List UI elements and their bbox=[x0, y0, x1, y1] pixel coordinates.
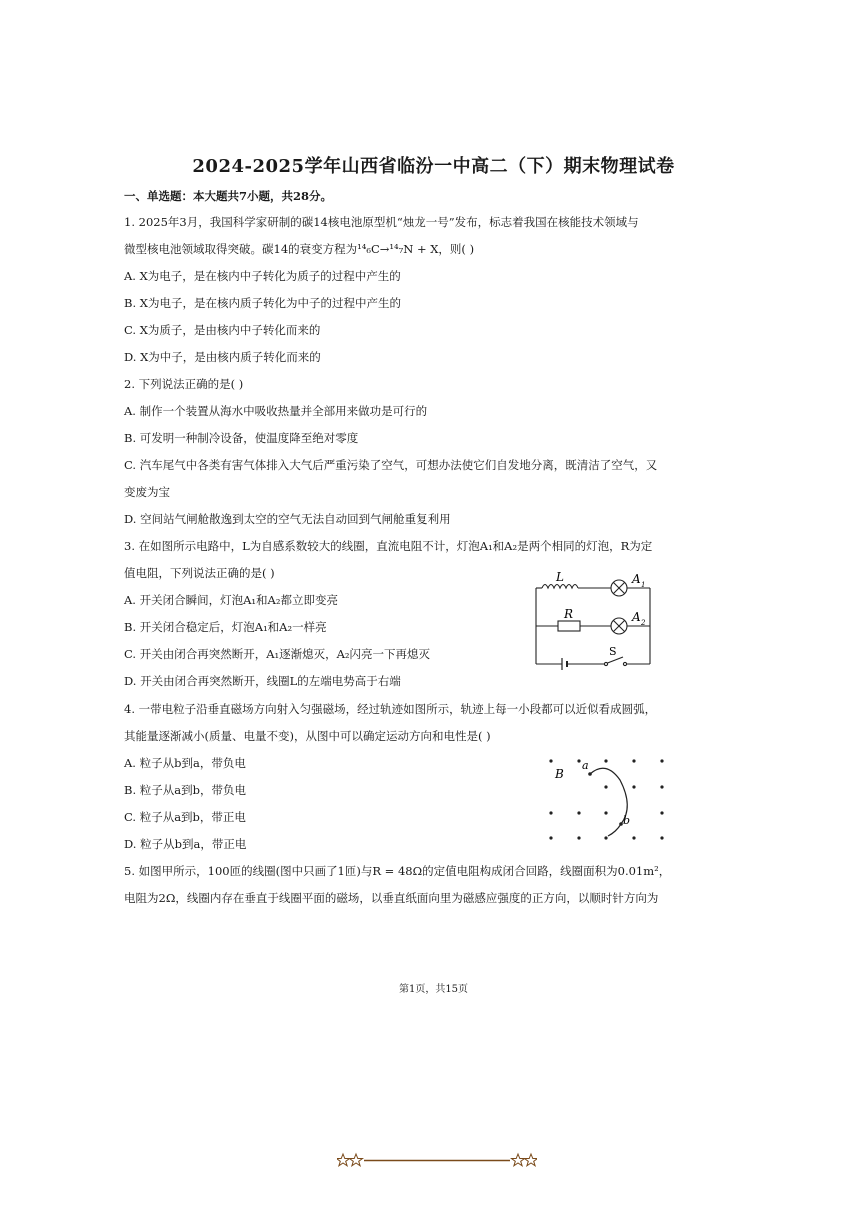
point-b-label: b bbox=[623, 814, 631, 827]
resistor-label: R bbox=[564, 607, 574, 621]
q2-option-d: D. 空间站气闸舱散逸到太空的空气无法自动回到气闸舱重复利用 bbox=[124, 512, 451, 526]
page-footer: 第1页，共15页 bbox=[398, 984, 469, 995]
q1-option-d: D. X为中子，是由核内质子转化而来的 bbox=[124, 350, 321, 364]
q4-stem-line2: 其能量逐渐减小(质量、电量不变)，从图中可以确定运动方向和电性是( ) bbox=[124, 729, 491, 743]
q4-option-d: D. 粒子从b到a，带正电 bbox=[124, 837, 247, 851]
circuit-diagram bbox=[528, 568, 658, 674]
q3-stem-line1: 3. 在如图所示电路中，L为自感系数较大的线圈，直流电阻不计，灯泡A₁和A₂是两个相同的灯泡，R为定 bbox=[124, 539, 653, 553]
q3-option-d: D. 开关由闭合再突然断开，线圈L的左端电势高于右端 bbox=[124, 674, 401, 688]
q3-option-b: B. 开关闭合稳定后，灯泡A₁和A₂一样亮 bbox=[124, 620, 327, 634]
q3-option-c: C. 开关由闭合再突然断开，A₁逐渐熄灭，A₂闪亮一下再熄灭 bbox=[124, 647, 431, 661]
q3-stem-line2: 值电阻，下列说法正确的是( ) bbox=[124, 566, 275, 580]
section-heading: 一、单选题：本大题共7小题，共28分。 bbox=[124, 189, 333, 203]
q5-stem-line2: 电阻为2Ω，线圈内存在垂直于线圈平面的磁场，以垂直纸面向里为磁感应强度的正方向，以顺时针方向为 bbox=[124, 891, 659, 905]
q2-option-c-line1: C. 汽车尾气中各类有害气体排入大气后严重污染了空气，可想办法使它们自发地分离，既清洁了空气，又 bbox=[124, 458, 658, 472]
q2-option-a: A. 制作一个装置从海水中吸收热量并全部用来做功是可行的 bbox=[124, 404, 428, 418]
q4-option-c: C. 粒子从a到b，带正电 bbox=[124, 810, 246, 824]
point-a-label: a bbox=[582, 759, 589, 772]
q4-option-a: A. 粒子从b到a，带负电 bbox=[124, 756, 246, 770]
q2-option-c-line2: 变废为宝 bbox=[124, 485, 170, 499]
q1-stem-line1: 1. 2025年3月，我国科学家研制的碳14核电池原型机“烛龙一号”发布，标志着我国在核能技术领域与 bbox=[124, 215, 639, 229]
decorative-divider bbox=[337, 1150, 537, 1170]
lamp-a1-subscript: 1 bbox=[641, 581, 646, 589]
q3-option-a: A. 开关闭合瞬间，灯泡A₁和A₂都立即变亮 bbox=[124, 593, 338, 607]
lamp-a1-label: A bbox=[632, 572, 641, 586]
q5-stem-line1: 5. 如图甲所示，100匝的线圈(图中只画了1匝)与R = 48Ω的定值电阻构成闭合回路，线圈面积为0.01m²， bbox=[124, 864, 671, 878]
switch-label: S bbox=[609, 645, 617, 658]
lamp-a2-label: A bbox=[632, 610, 641, 624]
field-b-label: B bbox=[555, 767, 564, 781]
q2-stem: 2. 下列说法正确的是( ) bbox=[124, 377, 244, 391]
q1-option-c: C. X为质子，是由核内中子转化而来的 bbox=[124, 323, 321, 337]
page-title: 2024-2025学年山西省临汾一中高二（下）期末物理试卷 bbox=[192, 156, 675, 177]
q4-stem-line1: 4. 一带电粒子沿垂直磁场方向射入匀强磁场，经过轨迹如图所示，轨迹上每一小段都可以近似看成圆弧， bbox=[124, 702, 657, 716]
q1-stem-line2: 微型核电池领域取得突破。碳14的衰变方程为¹⁴₆C→¹⁴₇N + X，则( ) bbox=[124, 242, 475, 256]
magnetic-field-diagram bbox=[542, 752, 672, 844]
inductor-label: L bbox=[556, 570, 564, 584]
lamp-a2-subscript: 2 bbox=[641, 619, 646, 627]
q2-option-b: B. 可发明一种制冷设备，使温度降至绝对零度 bbox=[124, 431, 359, 445]
q1-option-a: A. X为电子，是在核内中子转化为质子的过程中产生的 bbox=[124, 269, 401, 283]
q1-option-b: B. X为电子，是在核内质子转化为中子的过程中产生的 bbox=[124, 296, 401, 310]
q4-option-b: B. 粒子从a到b，带负电 bbox=[124, 783, 246, 797]
